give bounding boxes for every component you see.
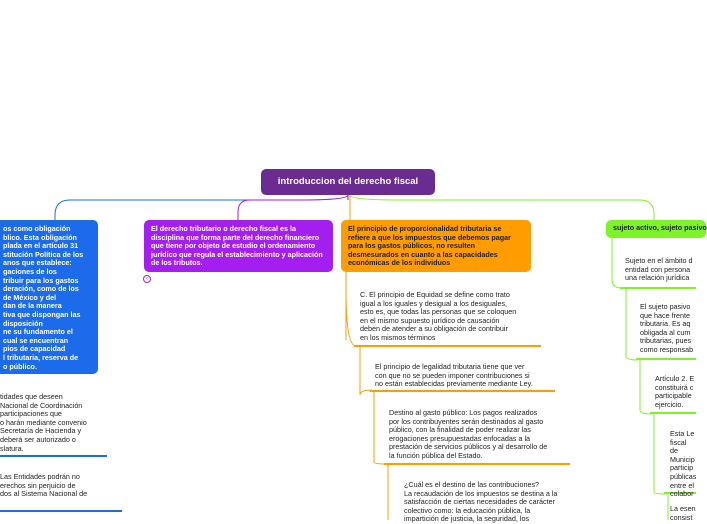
topic-sujeto-activo-pasivo[interactable] bbox=[606, 220, 706, 238]
topic-green-text: sujeto activo, sujeto pasivo bbox=[613, 223, 707, 232]
subtopic-principio-legalidad[interactable]: El principio de legalidad tributaria tiene que ver con que no se pueden imponer contribuciones si no están establecidas previamente mediante Ley. bbox=[375, 362, 533, 389]
topic-orange-text: El principio de proporcionalidad tributaria se refiere a que los impuestos que debemos pagar para los gastos públicos, no resulten desmesurados en cuanto a las capacidades económicas de los individuos bbox=[348, 224, 511, 268]
topic-derecho-tributario[interactable] bbox=[144, 220, 333, 272]
topic-purple-text: El derecho tributario o derecho fiscal es la disciplina que forma parte del derecho financiero que tiene por objeto de estudio el ordenamiento jurídico que regula el establecimiento y aplicación de los tributos. bbox=[151, 224, 323, 268]
connector-root-green bbox=[350, 195, 654, 220]
subtopic-sujeto-pasivo[interactable]: El sujeto pasivo que hace frente tributaria. Es aq obligada al cum tributarias, pues como responsab bbox=[640, 302, 694, 354]
topic-blue-text: os como obligación blico. Esta obligación plada en el artículo 31 stitución Política de los anos que establece: gaciones de los tribuir para los gastos deración, como de los de México y del dan de la manera tiva que dispongan las disposición ne su fundamento el cual se encuentran pios de capacidad l tributaria, reserva de o público. bbox=[3, 224, 84, 371]
subtopic-destino-gasto-publico[interactable]: Destino al gasto público: Los pagos realizados por los contribuyentes serán destinados al gasto público, con la finalidad de poder realizar las erogaciones presupuestadas enfocadas a la prestación de servicios públicos y al desarrollo de la función pública del Estado. bbox=[389, 408, 548, 460]
subtopic-sujeto-activo[interactable]: Sujeto en el ámbito d entidad con persona una relación jurídica bbox=[625, 256, 693, 283]
central-topic[interactable]: introduccion del derecho fiscal bbox=[261, 169, 435, 195]
subtopic-principio-equidad[interactable]: C. El principio de Equidad se define como trato igual a los iguales y desigual a los desiguales, esto es, que todas las personas que se coloquen en el mismo supuesto jurídico de causación deben de atender a su obligación de contribuir en los mismos términos bbox=[360, 290, 517, 342]
connector-root-purple bbox=[238, 195, 348, 220]
subtopic-articulo-2[interactable]: Artículo 2. E constituirá c participable ejercicio. bbox=[655, 374, 695, 409]
subtopic-esta-ley[interactable]: Esta Le fiscal de Municip particip públicas entre el colabor bbox=[670, 429, 697, 499]
subtopic-destino-contribuciones[interactable]: ¿Cuál es el destino de las contribuciones? La recaudación de los impuestos se destina a la satisfacción de ciertas necesidades de carácter colectivo como: la educación pública, la impartición de justicia, la seguridad, los bbox=[404, 480, 558, 524]
topic-obligacion-tributaria[interactable] bbox=[0, 220, 98, 374]
subtopic-left-derechos[interactable]: Las Entidades podrán no erechos sin perjuicio de dos al Sistema Nacional de bbox=[0, 472, 88, 499]
collapse-toggle-icon[interactable]: ‹ bbox=[143, 275, 151, 283]
topic-principio-proporcionalidad[interactable] bbox=[341, 220, 531, 272]
connector-root-blue bbox=[55, 195, 348, 220]
subtopic-la-esencia[interactable]: La esen consist bbox=[670, 504, 696, 522]
subtopic-left-convenio[interactable]: tidades que deseen Nacional de Coordinación participaciones que o harán mediante convenio Secretaría de Hacienda y deberá ser autorizado o slatura. bbox=[0, 392, 87, 453]
